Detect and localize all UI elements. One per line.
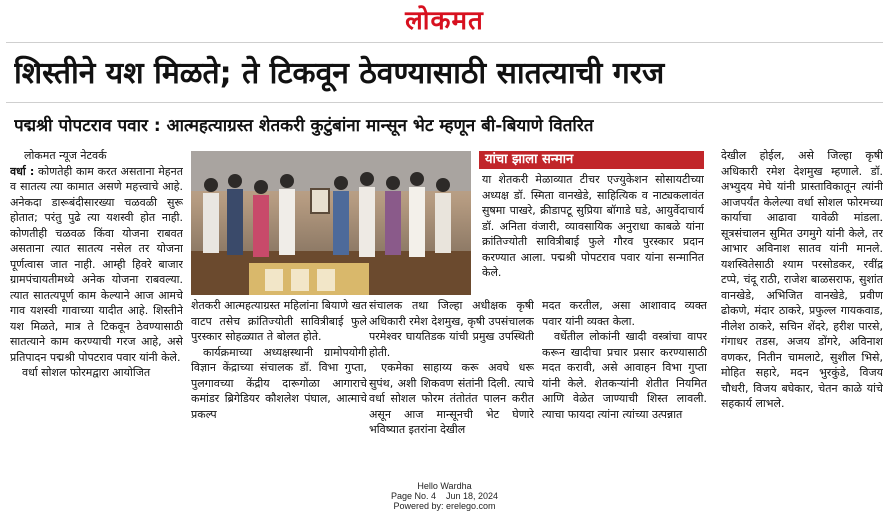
column-4 bbox=[542, 298, 707, 478]
lokmat-logo: लोकमत bbox=[405, 6, 484, 36]
event-photo bbox=[191, 151, 471, 295]
column-3-text: संचालक तथा जिल्हा अधीक्षक कृषी अधिकारी रमेश देशमुख, कृषी उपसंचालक परमेश्वर घायतिडक यांची प्रमुख उपस्थिती होती. bbox=[369, 299, 534, 359]
article-subheadline: पद्मश्री पोपटराव पवार : आत्महत्याग्रस्त शेतकरी कुटुंबांना मान्सून भेट म्हणून बी-बियाणे वितरित bbox=[14, 116, 594, 136]
headline-divider bbox=[6, 102, 883, 103]
column-5-text: देखील होईल, असे जिल्हा कृषी अधिकारी रमेश देशमुख म्हणाले. डॉ. अभ्युदय मेघे यांनी प्रास्ताविकातून त्यांनी आजपर्यंत केलेल्या वर्धा सोशल फोरमच्या कार्याचा आढावा यावेळी मांडला. सूत्रसंचालन सुमित उगमुगे यांनी केले, तर आभार अविनाश सातव यांनी मानले. यशस्वितेसाठी श्याम परसोडकर, रवींद्र टप्पे, चंदू राठी, राजेश बाळसराफ, सुशांत वानखेडे, अभिजित वानखेडे, प्रवीण ढोकणे, मंदार ठाकरे, प्रफुल्ल गायकवाड, नीलेश ठाकरे, सचिन शेंदरे, हरीश पारसे, गंगाधर तडस, अजय डोंगरे, अविनाश वणकर, नितीन चामलाटे, सुशील भिसे, मोहित सहारे, मदन भुरकुंडे, विजय चौधरी, विजय बघेकार, चेतन काळे यांचे सहकार्य लाभले. bbox=[721, 149, 883, 410]
column-4-para-2: वर्धेतील लोकांनी खादी वस्त्रांचा वापर करून खादीचा प्रचार प्रसार करण्यासाठी मदत करावी, असे आवाहन विभा गुप्ता यांनी केले. शेतकऱ्यांनी शेतीत नियमित आणि वेळेत जाण्याची शिस्त लावली. त्याचा फायदा त्यांना त्यांच्या उत्पन्नात bbox=[542, 330, 707, 421]
column-1-para-2: वर्धा सोशल फोरमद्वारा आयोजित bbox=[22, 366, 151, 379]
dateline: वर्धा : bbox=[10, 164, 35, 178]
byline: लोकमत न्यूज नेटवर्क bbox=[24, 149, 107, 162]
page-footer bbox=[0, 481, 889, 511]
column-3 bbox=[369, 298, 534, 478]
footer-date: Jun 18, 2024 bbox=[446, 491, 499, 501]
column-3-para-2: एकमेका साहाय्य करू अवघे धरू सुपंथ, अशी शिकवण संतांनी दिली. त्याचे वर्धा सोशल फोरम तंतोतंत पालन करीत असून आज मान्सूनची भेट घेणारे भविष्यात इतरांना देखील bbox=[369, 361, 534, 436]
photo-banner bbox=[479, 151, 704, 169]
event-photo-scene bbox=[191, 151, 471, 295]
footer-page: Page No. 4 bbox=[390, 491, 436, 501]
masthead bbox=[0, 0, 889, 42]
column-2-para-2: कार्यक्रमाच्या अध्यक्षस्थानी ग्रामोपयोगी विज्ञान केंद्राच्या संचालक डॉ. विभा गुप्ता, पुलगावच्या केंद्रीय दारूगोळा आगाराचे कमांडर ब्रिगेडियर कौशलेश पंघाल, आत्माचे प्रकल्प bbox=[191, 345, 367, 421]
column-2-text: शेतकरी आत्महत्याग्रस्त महिलांना बियाणे खत वाटप तसेच क्रांतिज्योती सावित्रीबाई फुले पुरस्कार सोहळ्यात ते बोलत होते. bbox=[191, 299, 367, 343]
column-5 bbox=[721, 148, 883, 478]
column-1 bbox=[10, 148, 183, 478]
photo-banner-text: यांचा झाला सन्मान bbox=[485, 152, 574, 167]
footer-powered: Powered by: erelego.com bbox=[393, 501, 496, 511]
column-2 bbox=[191, 298, 367, 478]
column-4-text: मदत करतील, असा आशावाद व्यक्त पवार यांनी व्यक्त केला. bbox=[542, 299, 707, 328]
top-divider bbox=[6, 42, 883, 43]
article-headline: शिस्तीने यश मिळते; ते टिकवून ठेवण्यासाठी सातत्याची गरज bbox=[14, 56, 665, 91]
honorees-text: या शेतकरी मेळाव्यात टीचर एज्युकेशन सोसायटीच्या अध्यक्ष डॉ. स्मिता वानखेडे, साहित्यिक व नाट्यकलावंत सुषमा पाखरे, क्रीडापटू सुप्रिया बॉगाडे घडे, आयुर्वेदाचार्य डॉ. अनिता वंजारी, व्यावसायिक अनुराधा काबळे यांना क्रांतिज्योती सावित्रीबाई फुले गौरव पुरस्कार प्रदान करण्यात आला. पद्मश्री पोपटराव पवार यांना सन्मानित केले. bbox=[482, 173, 704, 279]
column-1-text: कोणतेही काम करत असताना मेहनत व सातत्य त्या कामात असणे महत्त्वाचे आहे. अनेकदा डारूबंदीसारख्या चळवळी सुरू होतात; परंतु पुढे त्या यशस्वी होत नाही. कोणतीही चळवळ किंवा योजना राबवत असताना त्यात सातत्य नसेल तर योजना पूर्णत्वास जात नाही. आम्ही हिवरे बाजार ग्रामपंचायतीमध्ये अनेक योजना राबवल्या. त्यात सातत्यपूर्ण काम केल्याने आज आमचे गाव यशस्वी गावाच्या यादीत आहे. शिस्तीने यश मिळते, मात्र ते टिकवून ठेवण्यासाठी सातत्याने काम करण्याची गरज आहे, असे प्रतिपादन पद्मश्री पोपटराव पवार यांनी केले. bbox=[10, 164, 183, 364]
footer-publication: Hello Wardha bbox=[417, 481, 472, 491]
honorees-box bbox=[482, 172, 704, 295]
